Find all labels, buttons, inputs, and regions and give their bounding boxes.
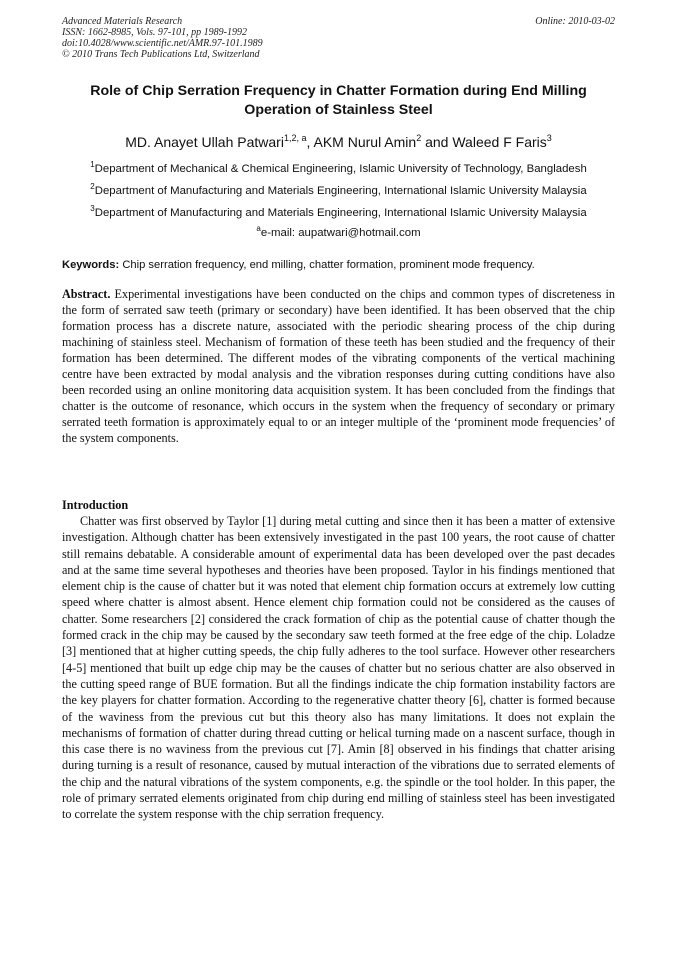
copyright-line: © 2010 Trans Tech Publications Ltd, Switzerland (62, 49, 260, 60)
journal-name: Advanced Materials Research (62, 16, 183, 27)
author-name: AKM Nurul Amin (313, 134, 417, 150)
keywords-text: Chip serration frequency, end milling, chatter formation, prominent mode frequency. (122, 259, 535, 271)
abstract-label: Abstract. (62, 287, 111, 301)
author-affiliation-marker: 2 (416, 133, 422, 143)
affiliation-text: Department of Manufacturing and Materials Engineering, International Islamic University Malaysia (94, 207, 587, 219)
author-affiliation-marker: 1,2, a (283, 133, 307, 143)
author-name: Waleed F Faris (452, 134, 547, 150)
abstract (62, 286, 615, 446)
email-marker: a (256, 224, 261, 233)
section-heading: Introduction (62, 498, 129, 512)
author-affiliation-marker: 3 (546, 133, 552, 143)
author-separator: , (306, 134, 314, 150)
online-date: Online: 2010-03-02 (535, 16, 615, 27)
author-separator: and (421, 134, 453, 150)
doi-line: doi:10.4028/www.scientific.net/AMR.97-101.1989 (62, 38, 263, 49)
affiliation (62, 206, 615, 220)
paper-title: Role of Chip Serration Frequency in Chatter Formation during End Milling Operation of Stainless Steel (90, 83, 587, 118)
abstract-text: Experimental investigations have been conducted on the chips and common types of discreteness in the form of serrated saw teeth (primary or secondary) have been identified. It has been observed that the chip formation process has a discrete nature, associated with the periodic shearing process of the chip during machining of stainless steel. Mechanism of formation of these teeth has been studied and the frequency of their formation has been determined. The different modes of the vibrating components of the vertical machining centre have been extracted by modal analysis and the vibration responses during cutting conditions have also been recorded using an online monitoring data acquisition system. It has been concluded from the findings that chatter is the outcome of resonance, which occurs in the system when the frequency of secondary or primary serrated teeth formation is approximately equal to or an integer multiple of the ‘prominent mode frequencies’ of the system components. (62, 287, 616, 445)
affiliation-text: Department of Mechanical & Chemical Engineering, Islamic University of Technology, Bangladesh (94, 163, 587, 175)
author-list (62, 133, 615, 151)
author-email (62, 226, 615, 240)
affiliation-marker: 2 (90, 182, 95, 191)
journal-header (62, 16, 615, 60)
author-name: MD. Anayet Ullah Patwari (125, 134, 284, 150)
keywords (62, 258, 615, 272)
affiliation-marker: 1 (90, 160, 95, 169)
introduction-paragraph: Chatter was first observed by Taylor [1] during metal cutting and since then it has been a matter of extensive investigation. Although chatter has been extensively investigated in the past 100 years, the root cause of chatter still remains debatable. A considerable amount of experimental data has been developed over the past decades and at the same time several hypotheses and theories have been proposed. Taylor in his findings mentioned that element chip is the cause of chatter but it was noted that element chip formation occurs at extremely low cutting speed where chatter is almost absent. Hence element chip formation could not be considered as the causes of chatter. Some researchers [2] considered the crack formation of chip as the potential cause of chatter though the formed crack in the chip may be caused by the secondary saw teeth formed at the free edge of the chip. Loladze [3] mentioned that at higher cutting speeds, the chip fully adheres to the tool surface. However other researchers [4-5] mentioned that built up edge chip may be the causes of chatter but no serious chatter are also observed in the cutting speed range of BUE formation. But all the findings indicate the chip formation instability factors are the key players for chatter formation. According to the regenerative chatter theory [6], chatter is formed because of the waviness from the previous cut but this theory also has many limitations. It does not explain the mechanisms of formation of chatter during thread cutting or helical turning made on a nascent surface, though in this case there is no waviness from the previous cut [7]. Amin [8] observed in his findings that chatter arising during turning is a result of resonance, caused by mutual interaction of the vibrations due to serrated elements of the chip and the natural vibrations of the system components, e.g. the spindle or the tool holder. In this paper, the role of primary serrated elements originated from chip during end milling of stainless steel has been investigated to correlate the system response with the chip serration frequency. (62, 514, 615, 822)
affiliation (62, 184, 615, 198)
affiliation-text: Department of Manufacturing and Materials Engineering, International Islamic University Malaysia (94, 185, 587, 197)
affiliation (62, 162, 615, 176)
issn-line: ISSN: 1662-8985, Vols. 97-101, pp 1989-1992 (62, 27, 247, 38)
email-text: e-mail: aupatwari@hotmail.com (260, 227, 421, 239)
affiliation-marker: 3 (90, 204, 95, 213)
keywords-label: Keywords: (62, 259, 120, 271)
